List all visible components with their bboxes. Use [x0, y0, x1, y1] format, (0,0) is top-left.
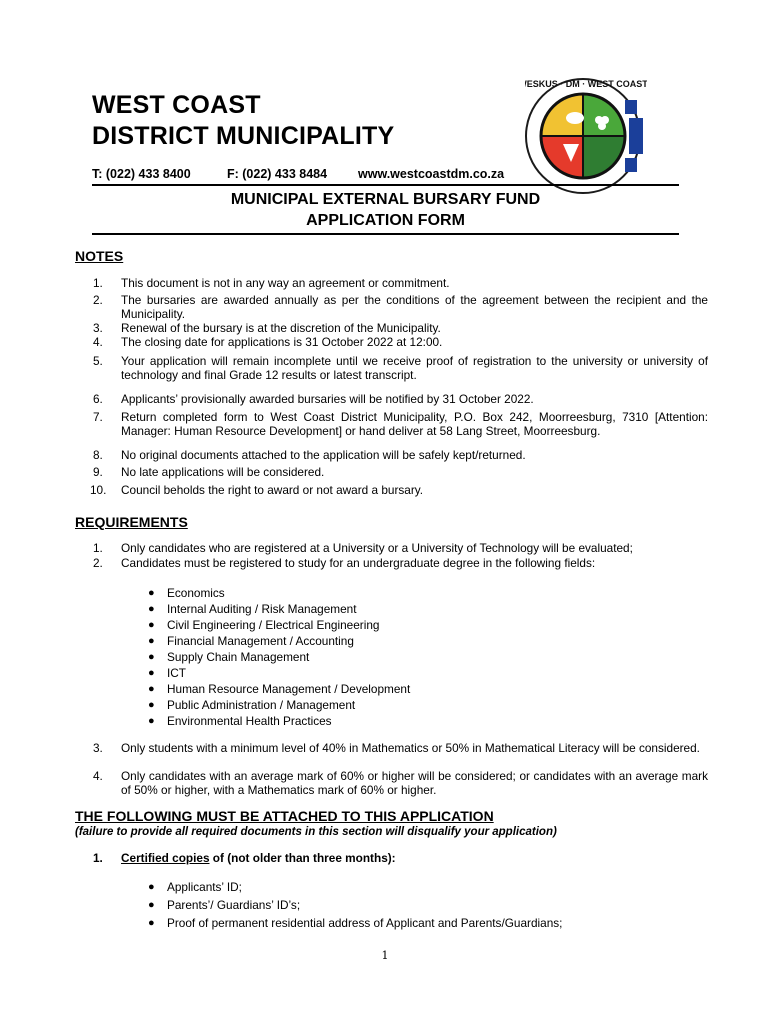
list-item: ● Proof of permanent residential address of Applicant and Parents/Guardians;	[148, 916, 563, 930]
header-rule-top	[92, 184, 679, 186]
logo-caption: WESKUS · DM · WEST COAST	[525, 79, 647, 89]
list-item: ● Environmental Health Practices	[148, 714, 332, 728]
bullet-icon: ●	[148, 917, 155, 929]
documents-list	[148, 878, 562, 932]
notes-item: 1. This document is not in any way an agreement or commitment.	[93, 276, 450, 290]
notes-item: 3. Renewal of the bursary is at the discretion of the Municipality.	[93, 321, 441, 335]
requirements-heading: REQUIREMENTS	[75, 514, 188, 530]
notes-item: 4. The closing date for applications is 31 October 2022 at 12:00.	[93, 335, 443, 349]
page-number: 1	[381, 949, 389, 962]
notes-heading: NOTES	[75, 248, 124, 264]
list-item: ● Supply Chain Management	[148, 650, 310, 664]
list-item: ● Human Resource Management / Development	[148, 682, 411, 696]
bullet-icon: ●	[148, 651, 155, 663]
bullet-icon: ●	[148, 881, 155, 893]
website: www.westcoastdm.co.za	[358, 167, 505, 181]
list-item: ● ICT	[148, 666, 187, 680]
attachments-heading: THE FOLLOWING MUST BE ATTACHED TO THIS APPLICATION	[75, 808, 494, 824]
attachments-item: 1. Certified copies of (not older than three months):	[93, 851, 396, 865]
attachments-subnote: (failure to provide all required documents in this section will disqualify your application)	[75, 826, 557, 838]
notes-item: 5. Your application will remain incomplete until we receive proof of registration to the university or university of technology and final Grade 12 results or latest transcript.	[93, 354, 708, 382]
requirements-item: 1. Only candidates who are registered at a University or a University of Technology will be evaluated;	[93, 541, 633, 555]
header-rule-bottom	[92, 233, 679, 235]
bullet-icon: ●	[148, 635, 155, 647]
bullet-icon: ●	[148, 603, 155, 615]
form-title-line-2: APPLICATION FORM	[306, 212, 465, 229]
bullet-icon: ●	[148, 683, 155, 695]
list-item: ● Internal Auditing / Risk Management	[148, 602, 357, 616]
requirements-item: 3. Only students with a minimum level of 40% in Mathematics or 50% in Mathematical Literacy will be considered.	[93, 741, 700, 755]
contact-line	[92, 167, 504, 181]
notes-item: 8. No original documents attached to the application will be safely kept/returned.	[93, 448, 526, 462]
fax: F: (022) 433 8484	[227, 167, 328, 181]
list-item: ● Applicants’ ID;	[148, 880, 242, 894]
form-title	[92, 189, 679, 231]
notes-item: 2. The bursaries are awarded annually as per the conditions of the agreement between the recipient and the Municipality.	[93, 293, 708, 321]
telephone: T: (022) 433 8400	[92, 167, 191, 181]
list-item: ● Civil Engineering / Electrical Engineering	[148, 618, 380, 632]
notes-item: 6. Applicants’ provisionally awarded bursaries will be notified by 31 October 2022.	[93, 392, 534, 406]
requirements-item: 2. Candidates must be registered to study for an undergraduate degree in the following fields:	[93, 556, 596, 570]
logo-emblem	[525, 74, 647, 196]
org-line-2: DISTRICT MUNICIPALITY	[92, 122, 395, 150]
org-line-1: WEST COAST	[92, 91, 261, 119]
fields-list	[148, 585, 410, 729]
list-item: ● Public Administration / Management	[148, 698, 356, 712]
notes-item: 10. Council beholds the right to award or not award a bursary.	[90, 483, 424, 497]
municipality-logo	[525, 74, 647, 196]
organisation-name	[92, 90, 394, 152]
bullet-icon: ●	[148, 715, 155, 727]
certified-copies-label: Certified copies	[121, 851, 210, 865]
list-item: ● Financial Management / Accounting	[148, 634, 354, 648]
bullet-icon: ●	[148, 619, 155, 631]
notes-item: 9. No late applications will be considered.	[93, 465, 325, 479]
bullet-icon: ●	[148, 699, 155, 711]
list-item: ● Parents’/ Guardians’ ID’s;	[148, 898, 301, 912]
requirements-item: 4. Only candidates with an average mark of 60% or higher will be considered; or candidates with an average mark of 50% or higher, with a Mathematics mark of 60% or higher.	[93, 769, 708, 797]
bullet-icon: ●	[148, 667, 155, 679]
list-item: ● Economics	[148, 586, 225, 600]
form-title-line-1: MUNICIPAL EXTERNAL BURSARY FUND	[230, 191, 541, 208]
notes-item: 7. Return completed form to West Coast District Municipality, P.O. Box 242, Moorreesburg, 7310 [Attention: Manager: Human Resource Development] or hand deliver at 58 Lang Street, Moorreesburg.	[93, 410, 708, 438]
bullet-icon: ●	[148, 587, 155, 599]
bullet-icon: ●	[148, 899, 155, 911]
